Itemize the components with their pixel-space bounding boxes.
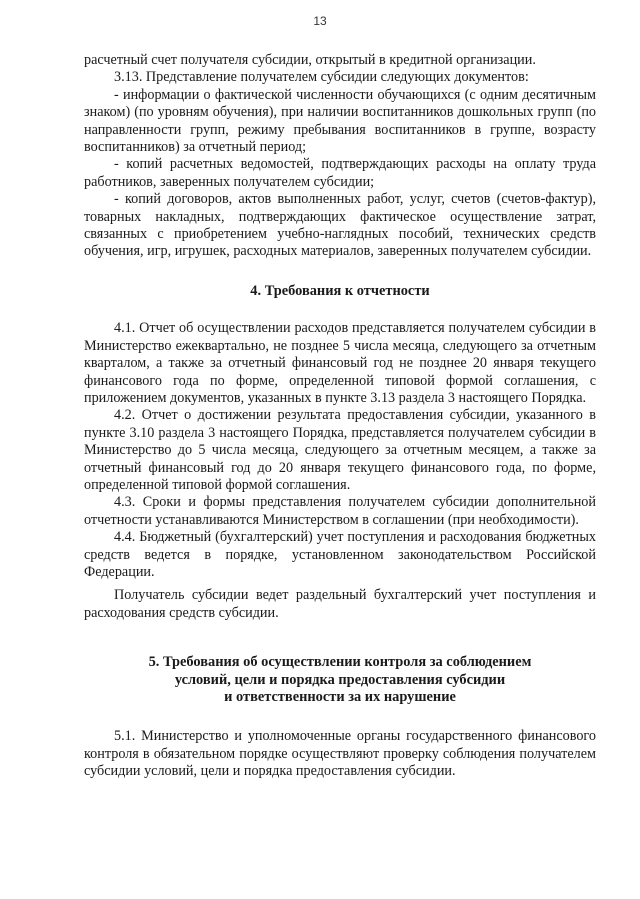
section-5-heading-line-1: 5. Требования об осуществлении контроля за соблюдением [148, 654, 532, 671]
paragraph-4-1: 4.1. Отчет об осуществлении расходов представляется получателем субсидии в Министерство ежеквартально, не позднее 5 числа месяца, следующего за отчетным кварталом, а также за отчетный финансовый год не позднее 20 января текущего финансового года по форме, определенной типовой формой соглашения, с приложением документов, указанных в пункте 3.13 раздела 3 настоящего Порядка. [84, 320, 596, 406]
section-5-heading-line-2: условий, цели и порядка предоставления субсидии [174, 671, 506, 688]
paragraph-continuation: расчетный счет получателя субсидии, открытый в кредитной организации. [84, 52, 536, 68]
document-body [84, 52, 596, 781]
paragraph-4-2: 4.2. Отчет о достижении результата предоставления субсидии, указанного в пункте 3.10 раздела 3 настоящего Порядка, представляется получателем субсидии в Министерство до 5 числа месяца, следующего за отчетным месяцем, а также за отчетный финансовый год до 20 января текущего финансового года, по форме, определенной типовой формой соглашения. [84, 407, 596, 493]
paragraph-5-1: 5.1. Министерство и уполномоченные органы государственного финансового контроля в обязательном порядке осуществляют проверку соблюдения получателем субсидии условий, цели и порядка предоставления субсидии. [84, 728, 596, 780]
page-number: 13 [313, 14, 327, 28]
paragraph-separate-accounting: Получатель субсидии ведет раздельный бухгалтерский учет поступления и расходования средств субсидии. [84, 587, 596, 621]
paragraph-3-13: 3.13. Представление получателем субсидии следующих документов: [114, 69, 529, 86]
paragraph-4-4: 4.4. Бюджетный (бухгалтерский) учет поступления и расходования бюджетных средств ведется в порядке, установленном законодательством Российской Федерации. [84, 529, 596, 580]
section-4-heading: 4. Требования к отчетности [250, 282, 430, 299]
paragraph-4-3: 4.3. Сроки и формы представления получателем субсидии дополнительной отчетности устанавливаются Министерством в соглашении (при необходимости). [84, 494, 596, 528]
list-item-students-info: - информации о фактической численности обучающихся (с одним десятичным знаком) (по уровням обучения), при наличии воспитанников дошкольных групп (по направленности групп, режиму пребывания воспитанников в группе, возрасту воспитанников) за отчетный период; [84, 86, 596, 156]
section-5-heading-line-3: и ответственности за их нарушение [224, 689, 456, 705]
section-5-heading [84, 654, 596, 706]
list-item-contract-copies: - копий договоров, актов выполненных работ, услуг, счетов (счетов-фактур), товарных накладных, подтверждающих фактическое осуществление затрат, связанных с приобретением учебно-наглядных пособий, технических средств обучения, игр, игрушек, расходных материалов, заверенных получателем субсидии. [84, 191, 596, 260]
list-item-payroll-copies: - копий расчетных ведомостей, подтверждающих расходы на оплату труда работников, заверенных получателем субсидии; [84, 156, 596, 190]
